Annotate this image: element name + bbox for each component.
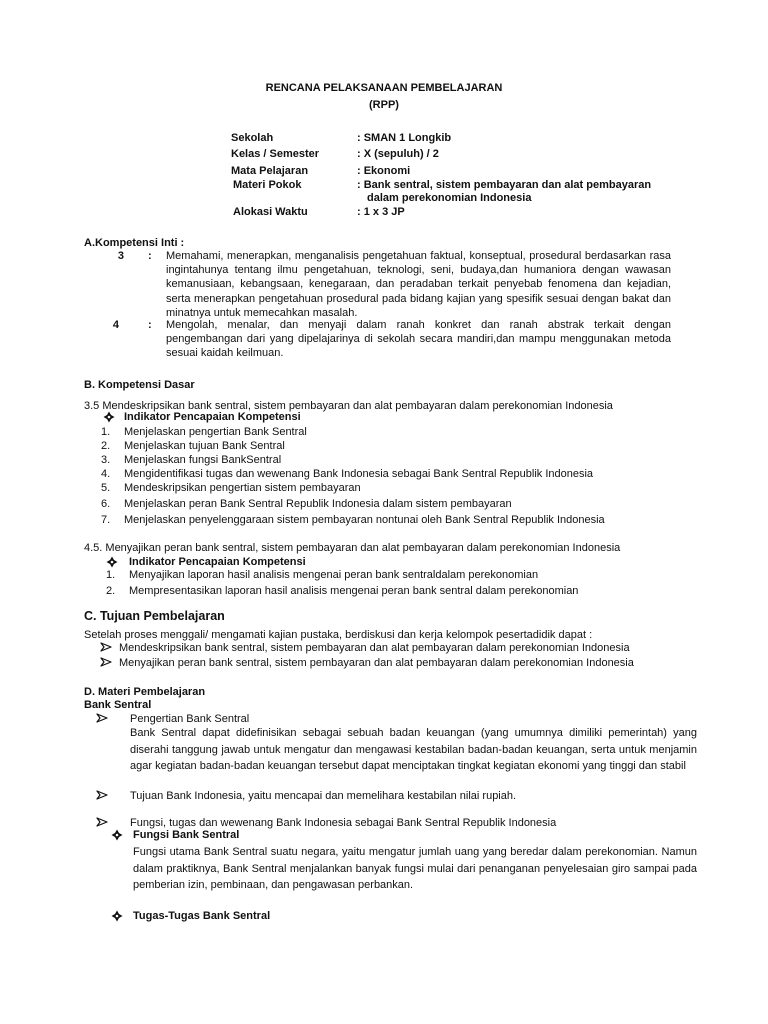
list-item: Mendeskripsikan pengertian sistem pembayaran <box>124 482 361 494</box>
list-item-number: 6. <box>101 498 111 510</box>
list-item-number: 2. <box>101 440 111 452</box>
tujuan-intro: Setelah proses menggali/ mengamati kajian pustaka, berdiskusi dan kerja kelompok pesertadidik dapat : <box>84 629 593 641</box>
ki-number: 4 <box>112 319 119 331</box>
kd-heading: B. Kompetensi Dasar <box>84 379 195 391</box>
arrow-bullet-icon <box>96 790 108 804</box>
identity-label: Alokasi Waktu <box>233 206 308 218</box>
ki-text: Memahami, menerapkan, menganalisis pengetahuan faktual, konseptual, prosedural berdasarkan rasa ingintahunya tentang ilmu pengetahuan, teknologi, seni, budaya,dan humaniora dengan wawasan kemanusiaan, kebangsaan, kenegaraan, dan peradaban terkait penyebab fenomena dan kejadian, serta menerapkan pengetahuan prosedural pada bidang kajian yang spesifik sesuai dengan bakat dan minatnya untuk memecahkan masalah. <box>166 250 671 319</box>
list-item: Mendeskripsikan bank sentral, sistem pembayaran dan alat pembayaran dalam perekonomian Indonesia <box>119 642 630 654</box>
ki-number: 3 <box>117 250 124 262</box>
list-item-number: 3. <box>101 454 111 466</box>
indicator-heading: Indikator Pencapaian Kompetensi <box>124 411 301 423</box>
list-item: Menjelaskan fungsi BankSentral <box>124 454 282 466</box>
tugas-heading: Tugas-Tugas Bank Sentral <box>133 910 271 922</box>
ki-text: Mengolah, menalar, dan menyaji dalam ranah konkret dan ranah abstrak terkait dengan pengembangan dari yang dipelajarinya di sekolah secara mandiri,dan mampu menggunakan metoda sesuai kaidah keilmuan. <box>166 319 671 360</box>
indicator-heading: Indikator Pencapaian Kompetensi <box>129 556 306 568</box>
arrow-bullet-icon <box>100 657 112 671</box>
list-item-number: 4. <box>101 468 111 480</box>
identity-label: Materi Pokok <box>233 179 302 191</box>
list-item: Menjelaskan tujuan Bank Sentral <box>124 440 285 452</box>
list-item-number: 1. <box>106 569 116 581</box>
list-item: Mempresentasikan laporan hasil analisis mengenai peran bank sentral dalam perekonomian <box>129 585 579 597</box>
list-item: Menyajikan laporan hasil analisis mengenai peran bank sentraldalam perekonomian <box>129 569 539 581</box>
materi-item-title: Pengertian Bank Sentral <box>130 713 250 725</box>
identity-value: : Bank sentral, sistem pembayaran dan alat pembayaran <box>357 179 652 191</box>
ki-colon: : <box>148 319 152 331</box>
page-title: RENCANA PELAKSANAAN PEMBELAJARAN <box>265 82 503 94</box>
diamond-bullet-icon <box>111 910 123 926</box>
arrow-bullet-icon <box>96 713 108 727</box>
materi-heading: D. Materi Pembelajaran <box>84 686 206 698</box>
kd-item: 3.5 Mendeskripsikan bank sentral, sistem pembayaran dan alat pembayaran dalam perekonomian Indonesia <box>84 400 613 412</box>
materi-item: Tujuan Bank Indonesia, yaitu mencapai dan memelihara kestabilan nilai rupiah. <box>130 790 517 802</box>
diamond-bullet-icon <box>111 829 123 845</box>
identity-label: Kelas / Semester <box>231 148 320 160</box>
list-item: Mengidentifikasi tugas dan wewenang Bank Indonesia sebagai Bank Sentral Republik Indonesia <box>124 468 594 480</box>
materi-subheading: Bank Sentral <box>84 699 152 711</box>
materi-item: Fungsi, tugas dan wewenang Bank Indonesia sebagai Bank Sentral Republik Indonesia <box>130 817 557 829</box>
list-item: Menjelaskan pengertian Bank Sentral <box>124 426 307 438</box>
ki-heading: A.Kompetensi Inti : <box>84 237 185 249</box>
identity-value: : 1 x 3 JP <box>357 206 405 218</box>
list-item-number: 7. <box>101 514 111 526</box>
list-item: Menjelaskan peran Bank Sentral Republik Indonesia dalam sistem pembayaran <box>124 498 512 510</box>
kd-item: 4.5. Menyajikan peran bank sentral, sistem pembayaran dan alat pembayaran dalam perekonomian Indonesia <box>84 542 621 554</box>
fungsi-heading: Fungsi Bank Sentral <box>133 829 240 841</box>
materi-paragraph: Bank Sentral dapat didefinisikan sebagai sebuah badan keuangan (yang umumnya dimiliki pemerintah) yang diserahi tanggung jawab untuk mengatur dan mengawasi kestabilan badan-badan keuangan, serta untuk menjamin agar kegiatan badan-badan keuangan tersebut dapat menciptakan tingkat kegiatan ekonomi yang tinggi dan stabil <box>130 727 697 772</box>
identity-value-continued: dalam perekonomian Indonesia <box>367 192 532 204</box>
list-item-number: 1. <box>101 426 111 438</box>
list-item: Menjelaskan penyelenggaraan sistem pembayaran nontunai oleh Bank Sentral Republik Indonesia <box>124 514 605 526</box>
arrow-bullet-icon <box>96 817 108 831</box>
materi-paragraph: Fungsi utama Bank Sentral suatu negara, yaitu mengatur jumlah uang yang beredar dalam perekonomian. Namun dalam praktiknya, Bank Sentral menjalankan banyak fungsi mulai dari penanganan penyelesaian giro sampai pada pemberian izin, pembinaan, dan pengawasan perbankan. <box>133 846 697 891</box>
identity-value: : SMAN 1 Longkib <box>357 132 452 144</box>
page-subtitle: (RPP) <box>369 99 399 111</box>
identity-value: : Ekonomi <box>357 165 411 177</box>
arrow-bullet-icon <box>100 642 112 656</box>
list-item: Menyajikan peran bank sentral, sistem pembayaran dan alat pembayaran dalam perekonomian Indonesia <box>119 657 634 669</box>
list-item-number: 5. <box>101 482 111 494</box>
identity-value: : X (sepuluh) / 2 <box>357 148 439 160</box>
identity-label: Mata Pelajaran <box>231 165 309 177</box>
list-item-number: 2. <box>106 585 116 597</box>
tujuan-heading: C. Tujuan Pembelajaran <box>84 609 225 623</box>
identity-label: Sekolah <box>231 132 274 144</box>
ki-colon: : <box>148 250 152 262</box>
